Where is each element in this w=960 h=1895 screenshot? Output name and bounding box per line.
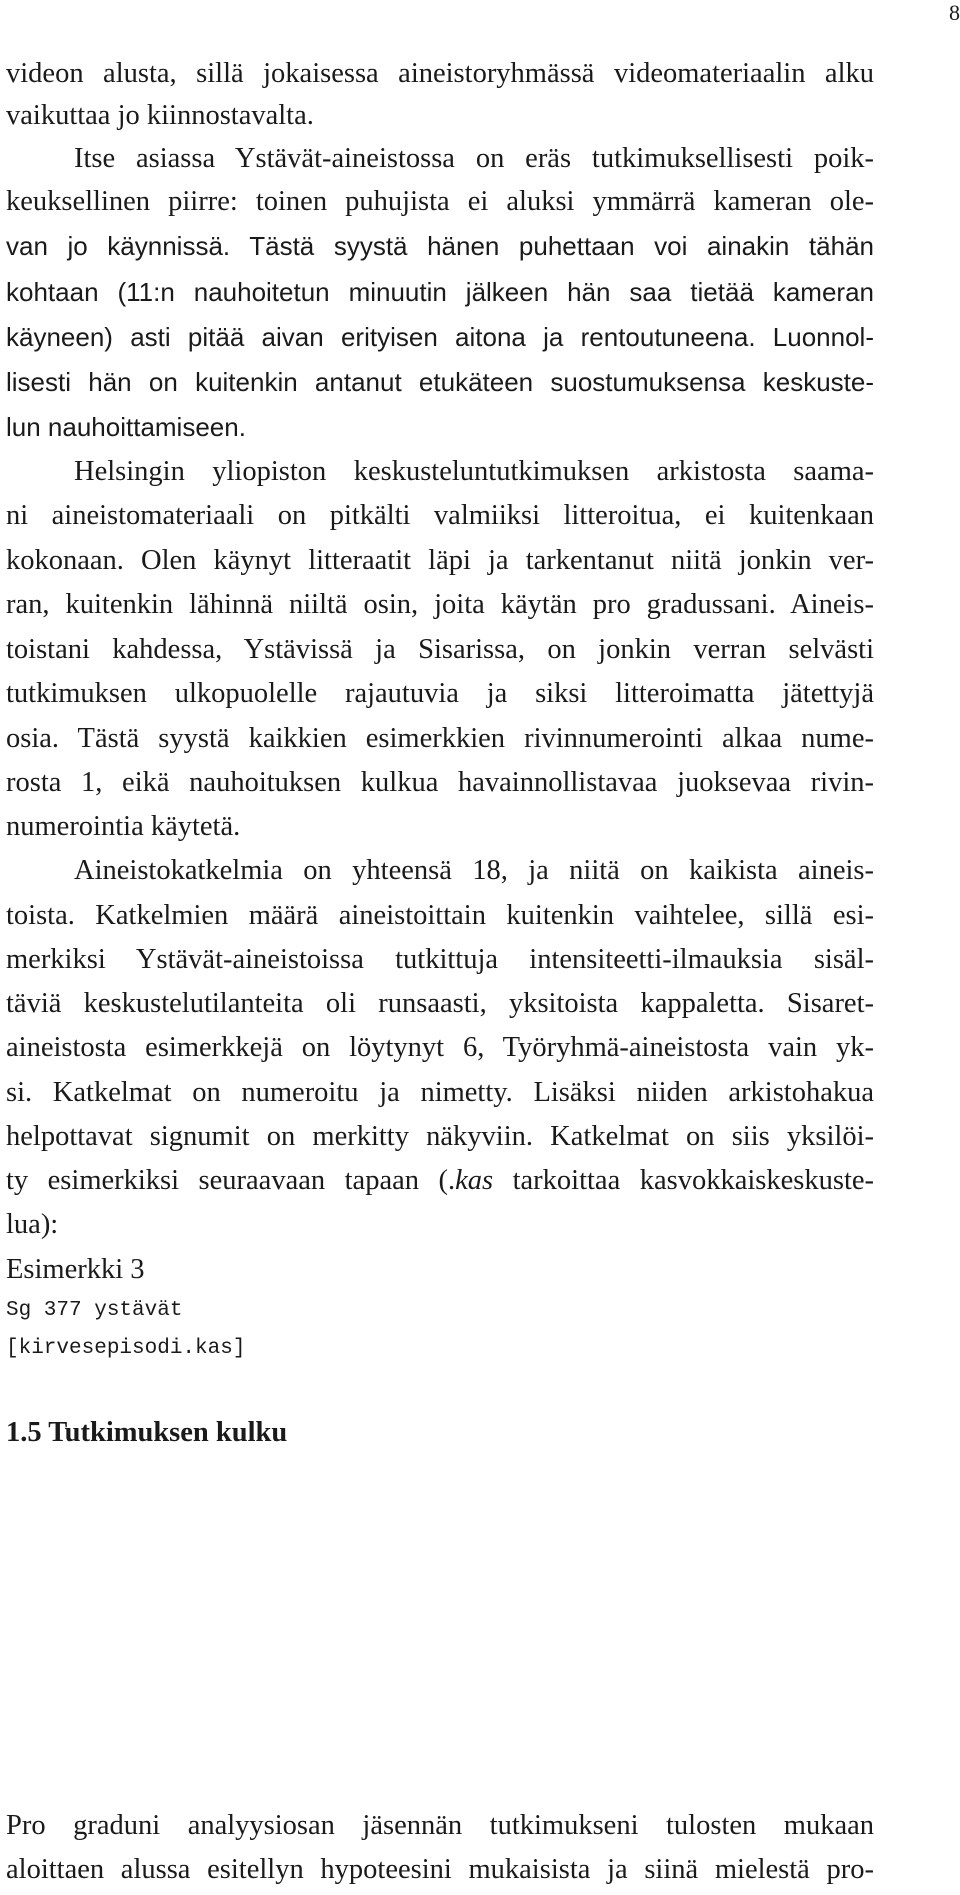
paragraph-line: videon alusta, sillä jokaisessa aineistoryhmässä videomateriaalin alku <box>6 58 874 89</box>
page-number: 8 <box>949 0 960 25</box>
italic-term: kas <box>455 1165 494 1196</box>
paragraph-line: kokonaan. Olen käynyt litteraatit läpi ja tarkentanut niitä jonkin ver- <box>6 545 874 576</box>
paragraph-line: merkiksi Ystävät-aineistoissa tutkittuja intensiteetti-ilmauksia sisäl- <box>6 944 874 975</box>
paragraph-line: aloittaen alussa esitellyn hypoteesini mukaisista ja siinä mielestä pro- <box>6 1854 874 1885</box>
paragraph-line: käyneen) asti pitää aivan erityisen aitona ja rentoutuneena. Luonnol- <box>6 322 874 352</box>
paragraph-line: helpottavat signumit on merkitty näkyviin. Katkelmat on siis yksilöi- <box>6 1121 874 1152</box>
paragraph-line: Pro graduni analyysiosan jäsennän tutkimukseni tulosten mukaan <box>6 1810 874 1841</box>
paragraph-line: vaikuttaa jo kiinnostavalta. <box>6 100 314 131</box>
paragraph-line: tutkimuksen ulkopuolelle rajautuvia ja siksi litteroimatta jätettyjä <box>6 678 874 709</box>
paragraph-line: Helsingin yliopiston keskusteluntutkimuksen arkistosta saama- <box>74 456 874 487</box>
example-code-line: [kirvesepisodi.kas] <box>6 1337 246 1360</box>
example-code-line: Sg 377 ystävät <box>6 1299 183 1322</box>
paragraph-line: toista. Katkelmien määrä aineistoittain kuitenkin vaihtelee, sillä esi- <box>6 900 874 931</box>
paragraph-line: rosta 1, eikä nauhoituksen kulkua havainnollistavaa juoksevaa rivin- <box>6 767 874 798</box>
section-heading: 1.5 Tutkimuksen kulku <box>6 1417 288 1448</box>
paragraph-line: osia. Tästä syystä kaikkien esimerkkien rivinnumerointi alkaa nume- <box>6 723 874 754</box>
paragraph-line: keuksellinen piirre: toinen puhujista ei aluksi ymmärrä kameran ole- <box>6 186 874 217</box>
paragraph-line: kohtaan (11:n nauhoitetun minuutin jälkeen hän saa tietää kameran <box>6 277 874 307</box>
paragraph-line: toistani kahdessa, Ystävissä ja Sisarissa, on jonkin verran selvästi <box>6 634 874 665</box>
line-text: ty esimerkiksi seuraavaan tapaan ( <box>6 1165 448 1196</box>
paragraph-line <box>6 1161 874 1201</box>
line-text: . <box>447 1165 456 1196</box>
paragraph-line: Itse asiassa Ystävät-aineistossa on eräs tutkimuksellisesti poik- <box>74 143 874 174</box>
example-label: Esimerkki 3 <box>6 1254 145 1285</box>
paragraph-line: lisesti hän on kuitenkin antanut etukäteen suostumuksensa keskuste- <box>6 367 874 397</box>
line-text: tarkoittaa kasvokkaiskeskuste- <box>493 1165 874 1196</box>
paragraph-line: numerointia käytetä. <box>6 811 241 842</box>
paragraph-line: Aineistokatkelmia on yhteensä 18, ja niitä on kaikista aineis- <box>74 855 874 886</box>
paragraph-line: si. Katkelmat on numeroitu ja nimetty. Lisäksi niiden arkistohakua <box>6 1077 874 1108</box>
paragraph-line: ran, kuitenkin lähinnä niiltä osin, joita käytän pro gradussani. Aineis- <box>6 589 874 620</box>
paragraph-line: van jo käynnissä. Tästä syystä hänen puhettaan voi ainakin tähän <box>6 231 874 261</box>
paragraph-line: ni aineistomateriaali on pitkälti valmiiksi litteroitua, ei kuitenkaan <box>6 500 874 531</box>
paragraph-line: lun nauhoittamiseen. <box>6 412 246 442</box>
paragraph-line: lua): <box>6 1209 59 1240</box>
paragraph-line: täviä keskustelutilanteita oli runsaasti, yksitoista kappaletta. Sisaret- <box>6 988 874 1019</box>
paragraph-line: aineistosta esimerkkejä on löytynyt 6, Työryhmä-aineistosta vain yk- <box>6 1032 874 1063</box>
